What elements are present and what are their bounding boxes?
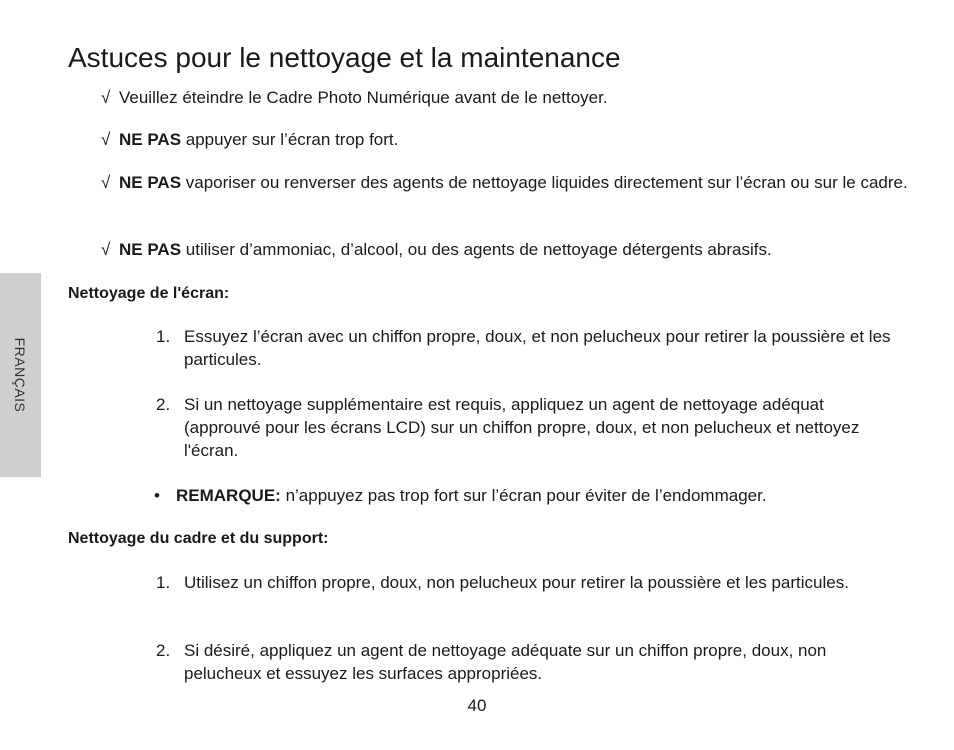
- bullet-icon: •: [154, 486, 160, 505]
- tip-item: [101, 128, 910, 151]
- check-mark-icon: √: [101, 130, 111, 149]
- section-heading-screen: Nettoyage de l'écran:: [68, 285, 230, 302]
- language-tab: [0, 273, 41, 477]
- step-number: 1.: [156, 573, 171, 592]
- step-text: Utilisez un chiffon propre, doux, non pelucheux pour retirer la poussière et les particules.: [184, 573, 849, 592]
- note-item: [154, 484, 874, 507]
- page-title: Astuces pour le nettoyage et la maintenance: [68, 42, 621, 73]
- numbered-step: [156, 393, 904, 462]
- tip-emphasis: NE PAS: [119, 173, 182, 192]
- numbered-step: [156, 639, 904, 685]
- section-heading-frame: Nettoyage du cadre et du support:: [68, 530, 329, 547]
- tip-emphasis: NE PAS: [119, 130, 182, 149]
- step-text: Si désiré, appliquez un agent de nettoyage adéquate sur un chiffon propre, doux, non pelucheux et essuyez les surfaces appropriées.: [184, 641, 827, 683]
- step-number: 1.: [156, 327, 171, 346]
- step-text: Essuyez l’écran avec un chiffon propre, doux, et non pelucheux pour retirer la poussière et les particules.: [184, 327, 891, 369]
- tip-text: utiliser d’ammoniac, d’alcool, ou des agents de nettoyage détergents abrasifs.: [181, 240, 772, 259]
- tip-item: [101, 86, 910, 109]
- tip-text: Veuillez éteindre le Cadre Photo Numérique avant de le nettoyer.: [119, 88, 608, 107]
- tip-text: vaporiser ou renverser des agents de nettoyage liquides directement sur l’écran ou sur le cadre.: [181, 173, 908, 192]
- step-text: Si un nettoyage supplémentaire est requis, appliquez un agent de nettoyage adéquat (approuvé pour les écrans LCD) sur un chiffon propre, doux, et non pelucheux et nettoyez l'écran.: [184, 395, 860, 460]
- tip-text: appuyer sur l’écran trop fort.: [181, 130, 399, 149]
- check-mark-icon: √: [101, 88, 111, 107]
- check-mark-icon: √: [101, 240, 111, 259]
- note-label: REMARQUE:: [176, 486, 281, 505]
- step-number: 2.: [156, 641, 171, 660]
- language-tab-label: FRANÇAIS: [12, 337, 28, 413]
- note-text: n’appuyez pas trop fort sur l’écran pour éviter de l’endommager.: [280, 486, 767, 505]
- step-number: 2.: [156, 395, 171, 414]
- tip-item: [101, 238, 910, 261]
- tip-item: [101, 171, 910, 194]
- page-number: 40: [467, 696, 487, 715]
- check-mark-icon: √: [101, 173, 111, 192]
- numbered-step: [156, 571, 904, 594]
- numbered-step: [156, 325, 904, 371]
- tip-emphasis: NE PAS: [119, 240, 182, 259]
